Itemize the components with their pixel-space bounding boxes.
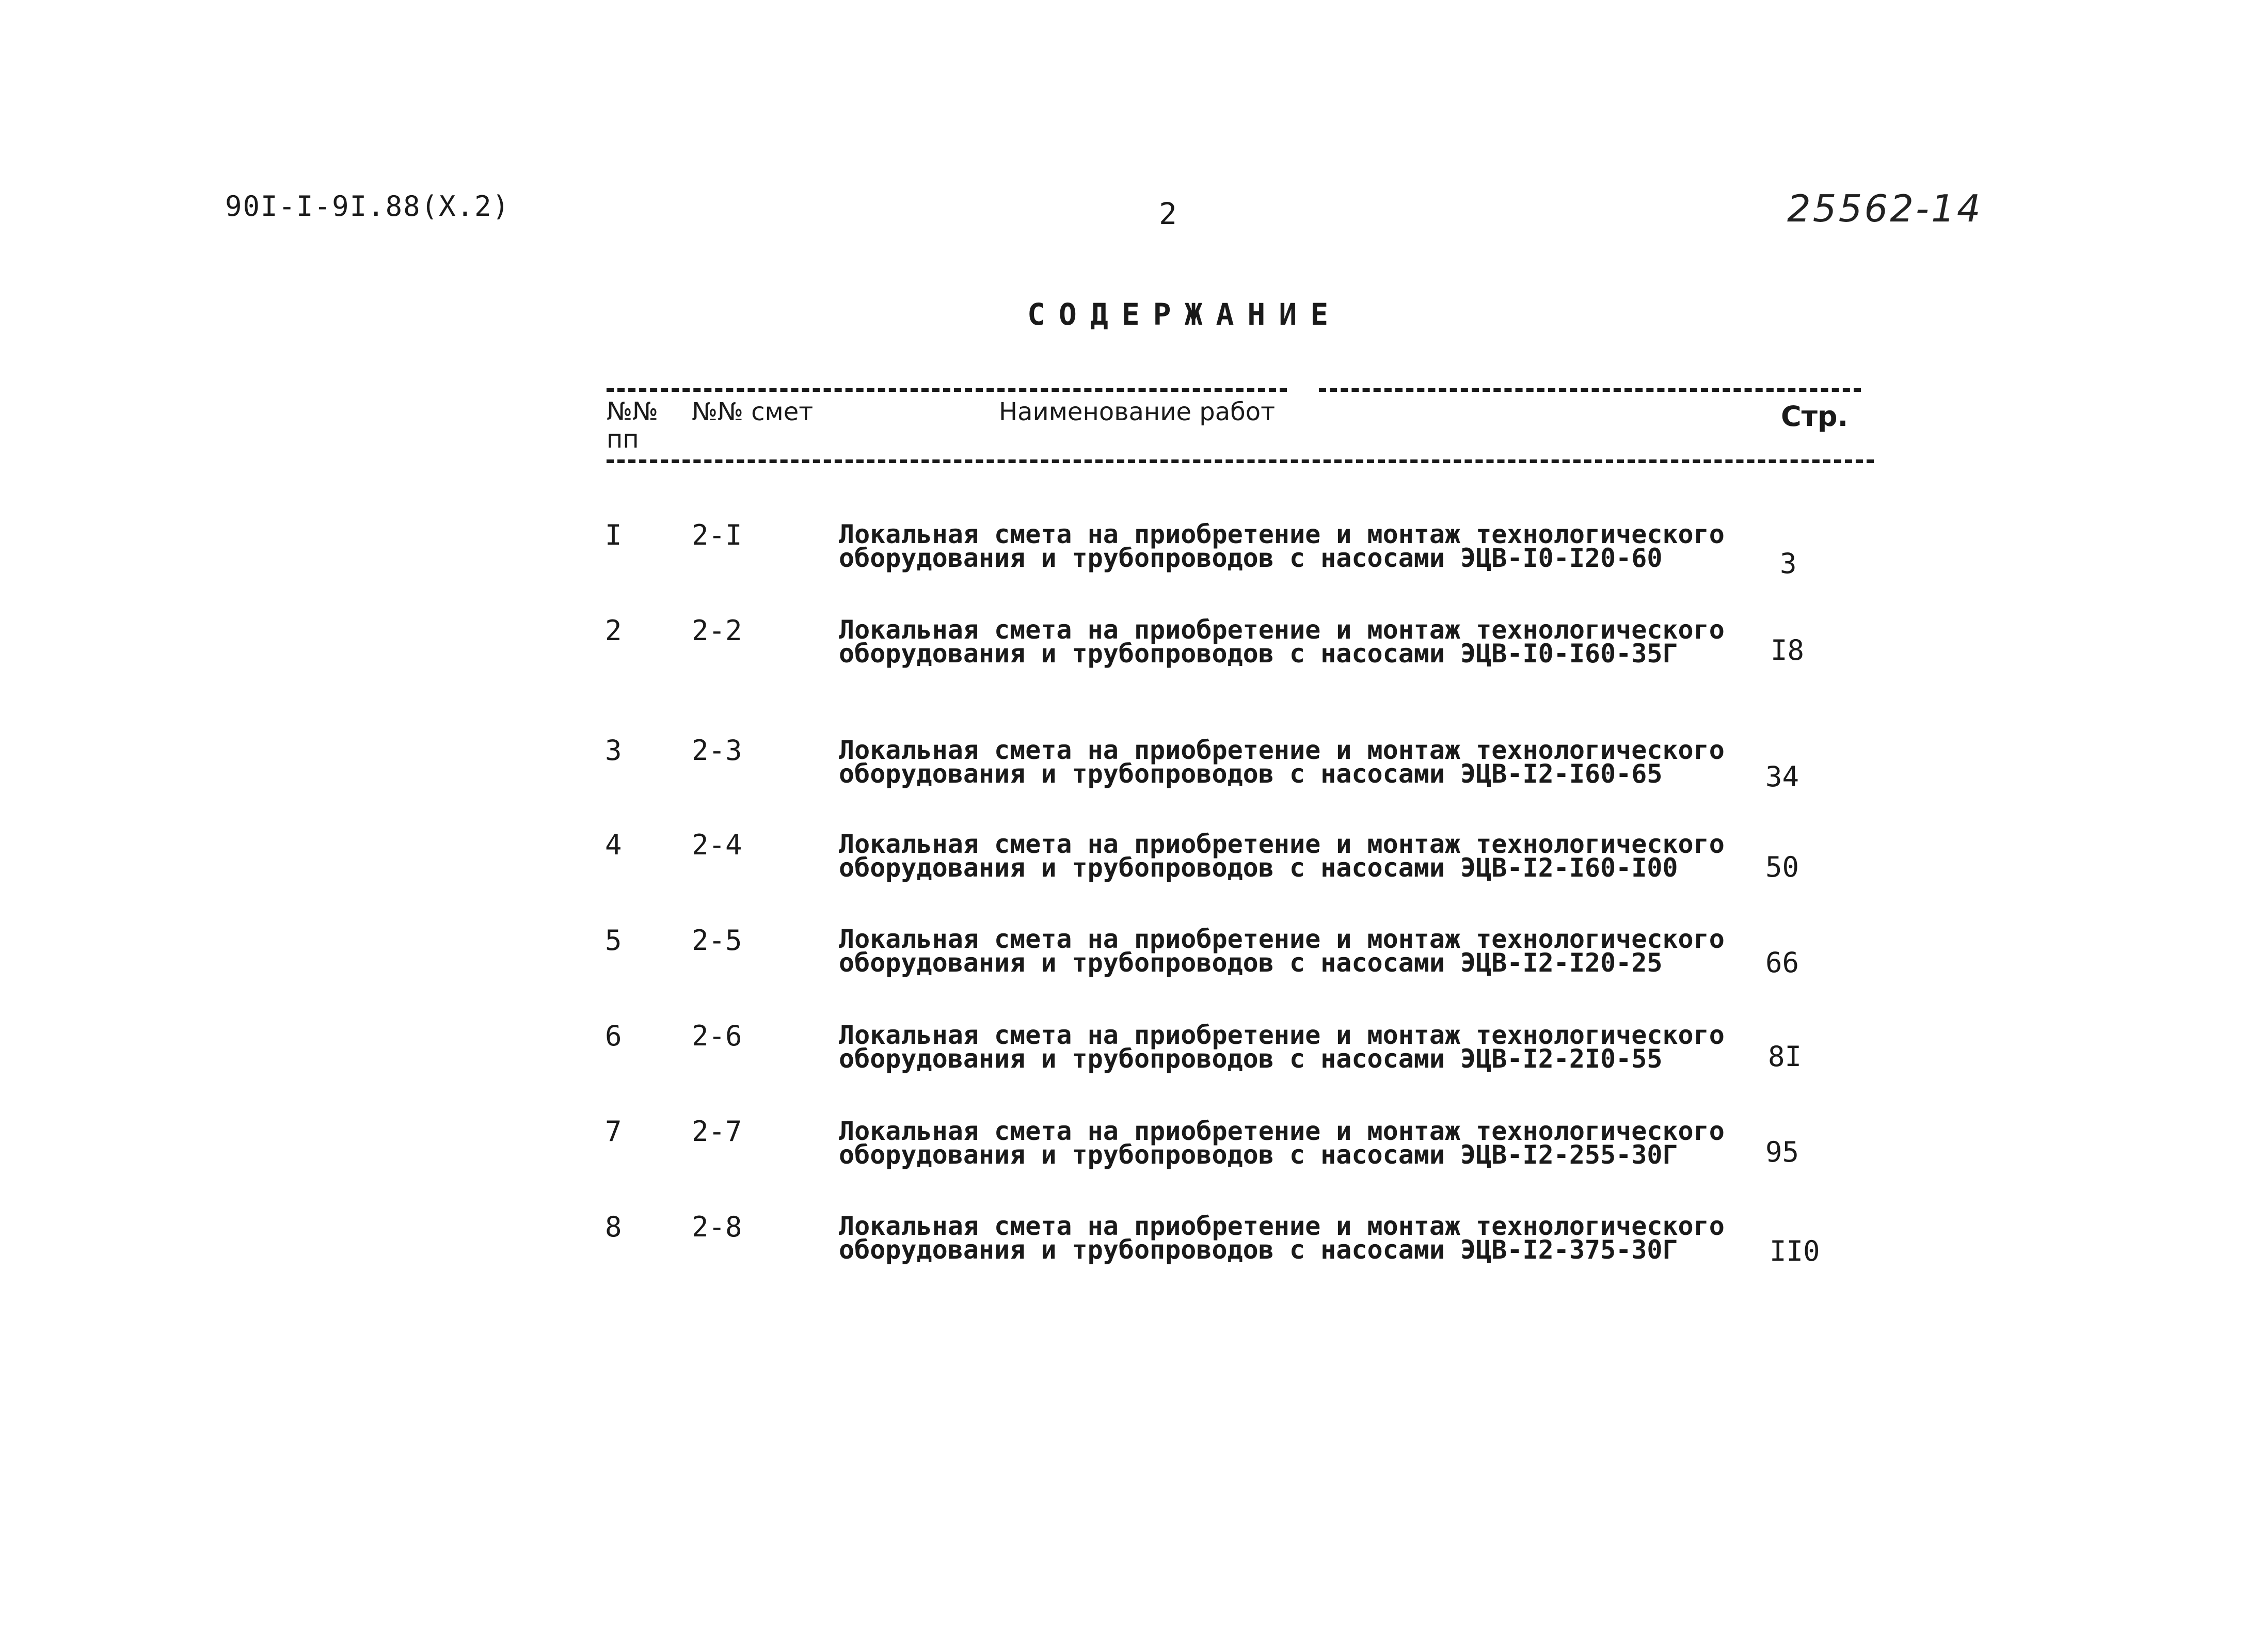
table-top-rule [607, 388, 1287, 392]
row-page: II0 [1770, 1235, 1820, 1267]
row-number: 6 [605, 1020, 622, 1052]
document-code: 90I-I-9I.88(X.2) [225, 190, 511, 223]
row-page: I8 [1771, 634, 1805, 666]
row-number: 4 [605, 829, 622, 861]
row-estimate-number: 2-3 [692, 734, 742, 767]
table-header-bottom-rule [607, 459, 1874, 463]
row-estimate-number: 2-5 [692, 924, 742, 957]
row-work-name-line1: Локальная смета на приобретение и монтаж технологического [839, 829, 1725, 859]
row-work-name-line2: оборудования и трубопроводов с насосами ЭЦВ-I0-I60-35Г [839, 639, 1678, 669]
row-work-name-line2: оборудования и трубопроводов с насосами ЭЦВ-I2-I20-25 [839, 948, 1663, 978]
row-work-name-line1: Локальная смета на приобретение и монтаж технологического [839, 519, 1725, 549]
row-page: 66 [1765, 946, 1799, 979]
row-page: 8I [1768, 1040, 1802, 1073]
row-estimate-number: 2-6 [692, 1020, 742, 1052]
row-work-name-line2: оборудования и трубопроводов с насосами ЭЦВ-I2-I60-65 [839, 759, 1663, 789]
row-work-name-line1: Локальная смета на приобретение и монтаж технологического [839, 924, 1725, 954]
row-page: 34 [1765, 760, 1799, 793]
header-item-number: №№ пп [607, 397, 658, 454]
row-work-name-line1: Локальная смета на приобретение и монтаж технологического [839, 735, 1725, 765]
row-estimate-number: 2-I [692, 519, 742, 551]
table-top-rule-right [1319, 388, 1861, 392]
row-work-name-line2: оборудования и трубопроводов с насосами ЭЦВ-I2-2I0-55 [839, 1044, 1663, 1074]
page-number: 2 [1159, 196, 1177, 231]
archive-number: 25562-14 [1787, 187, 1983, 230]
row-work-name-line2: оборудования и трубопроводов с насосами ЭЦВ-I0-I20-60 [839, 543, 1663, 573]
row-estimate-number: 2-4 [692, 829, 742, 861]
row-number: I [605, 519, 622, 551]
contents-title: СОДЕРЖАНИЕ [1027, 297, 1342, 332]
row-work-name-line2: оборудования и трубопроводов с насосами ЭЦВ-I2-I60-I00 [839, 853, 1678, 883]
row-estimate-number: 2-2 [692, 614, 742, 647]
row-number: 8 [605, 1211, 622, 1243]
row-number: 7 [605, 1115, 622, 1148]
header-estimate-number: №№ смет [692, 398, 814, 426]
row-work-name-line2: оборудования и трубопроводов с насосами ЭЦВ-I2-375-30Г [839, 1235, 1678, 1265]
header-work-name: Наименование работ [999, 398, 1276, 426]
row-work-name-line2: оборудования и трубопроводов с насосами ЭЦВ-I2-255-30Г [839, 1140, 1678, 1170]
row-work-name-line1: Локальная смета на приобретение и монтаж технологического [839, 1020, 1725, 1050]
row-number: 2 [605, 614, 622, 647]
header-page: Стр. [1781, 400, 1849, 433]
row-page: 50 [1765, 851, 1799, 883]
row-estimate-number: 2-8 [692, 1211, 742, 1243]
row-work-name-line1: Локальная смета на приобретение и монтаж технологического [839, 615, 1725, 645]
row-number: 5 [605, 924, 622, 957]
row-number: 3 [605, 734, 622, 767]
row-page: 95 [1765, 1136, 1799, 1168]
row-page: 3 [1780, 547, 1797, 580]
row-work-name-line1: Локальная смета на приобретение и монтаж технологического [839, 1116, 1725, 1146]
row-estimate-number: 2-7 [692, 1115, 742, 1148]
row-work-name-line1: Локальная смета на приобретение и монтаж технологического [839, 1211, 1725, 1241]
